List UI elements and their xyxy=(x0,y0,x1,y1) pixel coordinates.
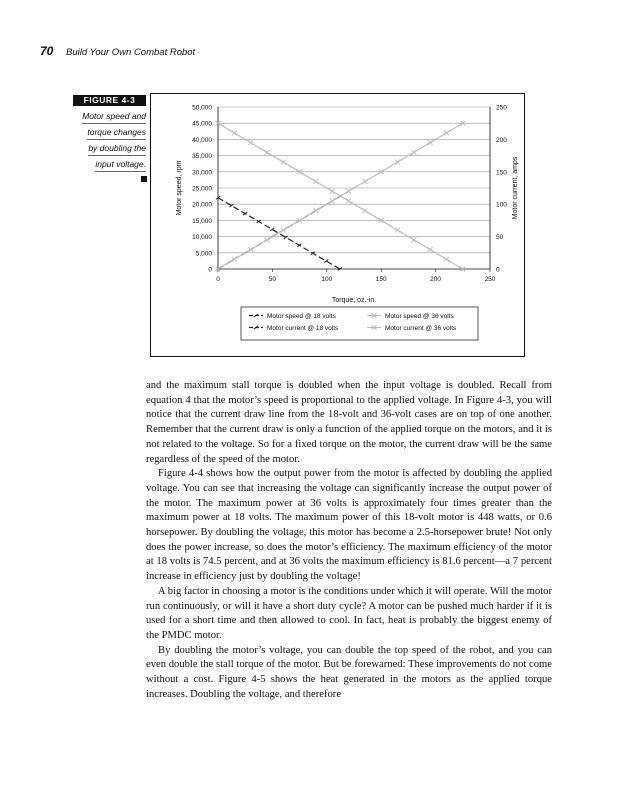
figure-caption-line: torque changes xyxy=(87,127,146,140)
series-marker xyxy=(428,140,433,145)
y-tick-label: 25,000 xyxy=(192,185,212,193)
y2-axis-label: Motor current, amps xyxy=(512,156,519,220)
body-text xyxy=(146,379,552,702)
series-marker xyxy=(444,257,449,262)
y-tick-label: 50,000 xyxy=(192,104,212,112)
series-marker xyxy=(232,257,237,262)
page-number: 70 xyxy=(40,44,54,58)
y-axis-label: Motor speed, rpm xyxy=(176,160,183,216)
paragraph: A big factor in choosing a motor is the conditions under which it will operate. Will the motor run continuously, or will it have a short duty cycle? A motor can be pushed much harder if it is used for a short time and then allowed to cool. In fact, heat is probably the biggest enemy of the PMDC motor. xyxy=(146,585,552,641)
x-tick-label: 50 xyxy=(268,276,277,283)
paragraph: and the maximum stall torque is doubled when the input voltage is doubled. Recall from equation 4 that the motor’s speed is proportional to the applied voltage. In Figure 4-3, you will notice that the current draw line from the 18-volt and 36-volt cases are on top of one another. Remember that the current draw is only a function of the applied torque on the motors, and it is not related to the voltage. So for a fixed torque on the motor, the current draw will be the same regardless of the speed of the motor. xyxy=(146,380,552,465)
y-tick-label: 5,000 xyxy=(195,250,212,258)
series-marker xyxy=(314,179,319,184)
figure-caption-line: by doubling the xyxy=(88,143,146,156)
paragraph: By doubling the motor’s voltage, you can double the top speed of the robot, and you can even double the stall torque of the motor. But be forewarned: These improvements do not come without a cost. Figure 4-5 shows the heat generated in the motors as the applied torque increases. Doubling the voltage, and therefore xyxy=(146,644,552,700)
legend-label: Motor current @ 36 volts xyxy=(385,325,457,332)
y-tick-label: 35,000 xyxy=(192,153,212,161)
legend-box xyxy=(241,307,478,340)
series-marker xyxy=(362,179,367,184)
x-tick-label: 100 xyxy=(321,276,333,283)
series-marker xyxy=(248,140,253,145)
series-marker xyxy=(314,208,319,213)
series-marker xyxy=(346,189,351,194)
series-marker xyxy=(265,150,270,155)
series-marker xyxy=(444,131,449,136)
x-tick-label: 200 xyxy=(430,276,442,283)
series-marker xyxy=(265,237,270,242)
y-tick-label: 40,000 xyxy=(192,136,212,144)
x-axis-label: Torque, oz.-in. xyxy=(331,297,377,304)
series-marker xyxy=(346,199,351,204)
x-tick-label: 250 xyxy=(484,276,496,283)
figure-caption-line: Motor speed and xyxy=(82,111,146,124)
figure-caption-line: input voltage. xyxy=(95,159,146,172)
y2-tick-label: 50 xyxy=(496,234,504,242)
x-tick-label: 150 xyxy=(375,276,387,283)
series-marker xyxy=(281,160,286,165)
y2-tick-label: 200 xyxy=(496,136,507,144)
series-marker xyxy=(411,150,416,155)
series-marker xyxy=(281,228,286,233)
y2-tick-label: 100 xyxy=(496,201,507,209)
series-marker xyxy=(362,208,367,213)
y2-tick-label: 250 xyxy=(496,104,507,112)
running-header xyxy=(40,44,195,58)
y-tick-label: 10,000 xyxy=(192,234,212,242)
y-tick-label: 45,000 xyxy=(192,120,212,128)
y-tick-label: 15,000 xyxy=(192,217,212,225)
y-tick-label: 20,000 xyxy=(192,201,212,209)
y-tick-label: 0 xyxy=(208,266,212,274)
chart-svg xyxy=(151,94,524,356)
series-marker xyxy=(232,131,237,136)
caption-marker-icon xyxy=(141,176,147,182)
y2-tick-label: 150 xyxy=(496,169,507,177)
series-marker xyxy=(330,189,335,194)
legend-label: Motor current @ 18 volts xyxy=(267,325,339,332)
series-marker xyxy=(411,237,416,242)
figure-label: FIGURE 4-3 xyxy=(73,95,146,106)
series-marker xyxy=(395,228,400,233)
legend-label: Motor speed @ 18 volts xyxy=(267,313,336,320)
y2-tick-label: 0 xyxy=(496,266,500,274)
series-marker xyxy=(330,199,335,204)
figure-chart xyxy=(150,93,525,357)
series-marker xyxy=(395,160,400,165)
series-marker xyxy=(428,247,433,252)
legend-label: Motor speed @ 36 volts xyxy=(385,313,454,320)
paragraph: Figure 4-4 shows how the output power from the motor is affected by doubling the applied voltage. You can see that increasing the voltage can significantly increase the output power of the motor. The maximum power at 36 volts is approximately four times greater than the maximum power at 18 volts. The maximum power of this 18-volt motor is 448 watts, or 0.6 horsepower. By doubling the voltage, this motor has become a 2.5-horsepower brute! Not only does the power increase, so does the motor’s efficiency. The maximum efficiency of the motor at 18 volts is 74.5 percent, and at 36 volts the maximum efficiency is 81.6 percent—a 7 percent increase in efficiency just by doubling the voltage! xyxy=(146,468,552,583)
book-title: Build Your Own Combat Robot xyxy=(66,47,196,58)
y-tick-label: 30,000 xyxy=(192,169,212,177)
x-tick-label: 0 xyxy=(216,276,220,283)
series-marker xyxy=(248,247,253,252)
